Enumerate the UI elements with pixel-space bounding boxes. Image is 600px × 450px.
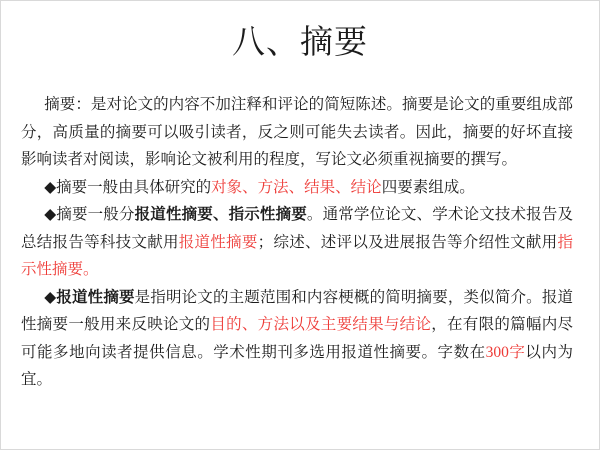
slide-title: 八、摘要 xyxy=(232,25,368,61)
paragraph-bullet-informative-abstract xyxy=(21,284,573,394)
text-segment: ；综述、述评以及进展报告等介绍性文献用 xyxy=(257,233,558,251)
text-segment: 指示性摘要。 xyxy=(21,233,573,278)
text-segment: ◆摘要一般由具体研究的 xyxy=(44,178,212,196)
paragraph-bullet-four-elements xyxy=(21,174,573,202)
text-segment: 300字 xyxy=(485,343,526,361)
text-segment: ◆ xyxy=(44,288,57,306)
text-segment: 报道性摘要、指示性摘要 xyxy=(134,206,307,223)
text-segment: 报道性摘要 xyxy=(56,288,135,306)
text-segment: 。通常学位论文、学术论文技术报告及总结报告等科技文献用 xyxy=(21,206,573,251)
text-segment: 目的、方法以及主要结果与结论 xyxy=(210,316,432,333)
text-segment: 摘要：是对论文的内容不加注释和评论的简短陈述。摘要是论文的重要组成部分，高质量的摘要可以吸引读者，反之则可能失去读者。因此，摘要的好坏直接影响读者对阅读，影响论文被利用的程度，写论文必须重视摘要的撰写。 xyxy=(21,96,573,168)
text-segment: 四要素组成。 xyxy=(381,178,475,196)
slide-body xyxy=(1,91,599,394)
paragraph-intro xyxy=(21,91,573,174)
paragraph-bullet-two-types xyxy=(21,201,573,284)
text-segment: 报道性摘要 xyxy=(178,233,258,251)
text-segment: ，在有限的篇幅内尽可能多地向读者提供信息。学术性期刊多选用报道性摘要。字数在 xyxy=(21,316,573,361)
text-segment: 是指明论文的主题范围和内容梗概的简明摘要，类似简介。报道性摘要一般用来反映论文的 xyxy=(21,288,573,333)
text-segment: ◆摘要一般分 xyxy=(44,206,135,223)
text-segment: 以内为宜。 xyxy=(21,343,573,388)
text-segment: 对象、方法、结果、结论 xyxy=(211,178,382,196)
